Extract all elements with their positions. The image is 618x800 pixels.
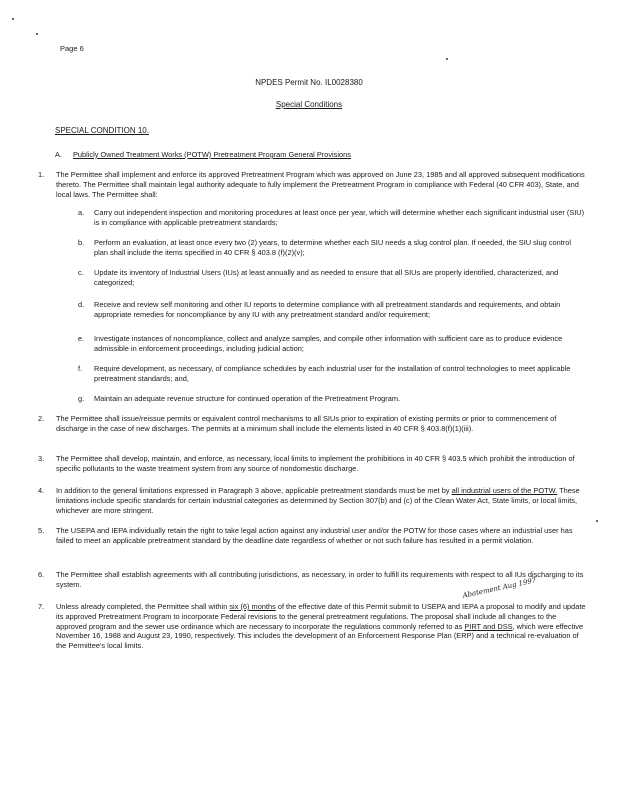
sub-item <box>78 394 586 404</box>
sub-item-letter: a. <box>78 208 85 217</box>
scan-speck <box>446 58 448 60</box>
underlined-phrase: PIRT and DSS <box>464 621 513 631</box>
list-item <box>38 454 586 474</box>
sub-item-letter: d. <box>78 300 85 309</box>
section-a-letter: A. <box>55 150 62 159</box>
section-subtitle: Special Conditions <box>275 100 343 109</box>
underlined-phrase: all industrial users of the POTW. <box>451 486 558 495</box>
item-text: The Permittee shall establish agreements with all contributing jurisdictions, as necessary, in order to fulfill its requirements with respect to all IUs discharging to its system. <box>56 570 584 589</box>
item-number: 1. <box>38 170 45 179</box>
scan-speck <box>36 33 38 35</box>
page-label: Page 6 <box>60 44 84 53</box>
sub-item <box>78 238 586 258</box>
sub-item-text: Maintain an adequate revenue structure for continued operation of the Pretreatment Program. <box>94 394 401 403</box>
sub-item-letter: c. <box>78 268 84 277</box>
sub-item <box>78 268 586 288</box>
list-item <box>38 170 586 199</box>
item-number: 6. <box>38 570 45 579</box>
item-text: The Permittee shall implement and enforce its approved Pretreatment Program which was approved on June 23, 1985 and all approved subsequent modifications thereto. The Permittee shall maintain legal authority adequate to fully implement the Pretreatment Program in compliance with Federal (40 CFR 403), State, and local laws. The Permittee shall: <box>56 170 585 199</box>
handwritten-note: Abatement Aug 1997 <box>461 576 537 600</box>
list-item <box>38 526 586 546</box>
item-number: 2. <box>38 414 45 423</box>
sub-item-text: Receive and review self monitoring and other IU reports to determine compliance with all pretreatment standards and requirements, and obtain appropriate remedies for noncompliance by any IU with any pretreatment standard and/or requirement; <box>94 300 561 319</box>
sub-item <box>78 334 586 354</box>
scan-speck <box>12 18 14 20</box>
item-number: 3. <box>38 454 45 463</box>
sub-item-text: Perform an evaluation, at least once every two (2) years, to determine whether each SIU needs a slug control plan. If needed, the SIU slug control plan shall include the items specified in 40 CFR § 403.8 (f)(2)(v); <box>94 238 571 257</box>
sub-item <box>78 364 586 384</box>
item-text: The USEPA and IEPA individually retain the right to take legal action against any industrial user and/or the POTW for those cases where an industrial user has failed to meet an applicable pretreatment standard by the deadline date regardless of whether or not such failure has resulted in a permit violation. <box>56 526 573 545</box>
sub-item-letter: g. <box>78 394 85 403</box>
section-a-heading <box>55 150 586 160</box>
sub-item-text: Investigate instances of noncompliance, collect and analyze samples, and compile other information with sufficient care as to produce evidence admissible in enforcement proceedings, including judicial action; <box>94 334 563 353</box>
permit-title: NPDES Permit No. IL0028380 <box>255 78 363 87</box>
sub-item-text: Update its inventory of Industrial Users (IUs) at least annually and as needed to ensure that all SIUs are properly identified, characterized, and categorized; <box>94 268 559 287</box>
underlined-phrase: six (6) months <box>229 602 276 611</box>
sub-item-text: Carry out independent inspection and monitoring procedures at least once per year, which will determine whether each significant industrial user (SIU) is in compliance with applicable pretreatment standards; <box>94 208 585 227</box>
sub-item-letter: e. <box>78 334 85 343</box>
item-text: Unless already completed, the Permittee shall within six (6) months of the effective date of this Permit submit to USEPA and IEPA a proposal to modify and update its approved Pretreatment Program to incorporate Federal revisions to the general pretreatment regulations. The proposal shall include all changes to the approved program and the sewer use ordinance which are necessary to incorporate the regulations commonly referred to as PIRT and DSS, which were effective November 16, 1988 and August 23, 1990, respectively. This includes the development of an Enforcement Response Plan (ERP) and a technical re-evaluation of the Permittee's local limits. <box>56 602 586 651</box>
list-item <box>38 486 586 515</box>
item-text: The Permittee shall issue/reissue permits or equivalent control mechanisms to all SIUs prior to expiration of existing permits or prior to commencement of discharge in the case of new discharges. The permits at a minimum shall include the elements listed in 40 CFR § 403.8(f)(1)(iii). <box>56 414 557 433</box>
section-a-title: Publicly Owned Treatment Works (POTW) Pretreatment Program General Provisions <box>73 150 351 159</box>
sub-item-letter: b. <box>78 238 85 247</box>
item-text: In addition to the general limitations expressed in Paragraph 3 above, applicable pretreatment standards must be met by all industrial users of the POTW. These limitations include specific standards for certain industrial categories as determined by Section 307(b) and (c) of the Clean Water Act, State limits, or local limits, whichever are more stringent. <box>56 486 580 515</box>
item-number: 7. <box>38 602 45 611</box>
item-number: 4. <box>38 486 45 495</box>
special-condition-heading: SPECIAL CONDITION 10. <box>55 126 149 135</box>
item-text: The Permittee shall develop, maintain, and enforce, as necessary, local limits to implement the prohibitions in 40 CFR § 403.5 which prohibit the introduction of specific pollutants to the waste treatment system from any source of nondomestic discharge. <box>56 454 575 473</box>
sub-item-letter: f. <box>78 364 83 373</box>
sub-item <box>78 208 586 228</box>
item-number: 5. <box>38 526 45 535</box>
sub-item-text: Require development, as necessary, of compliance schedules by each industrial user for the installation of control technologies to meet applicable pretreatment standards; and, <box>94 364 571 383</box>
list-item <box>38 602 586 651</box>
list-item <box>38 414 586 434</box>
sub-item <box>78 300 586 320</box>
scan-speck <box>596 520 598 522</box>
